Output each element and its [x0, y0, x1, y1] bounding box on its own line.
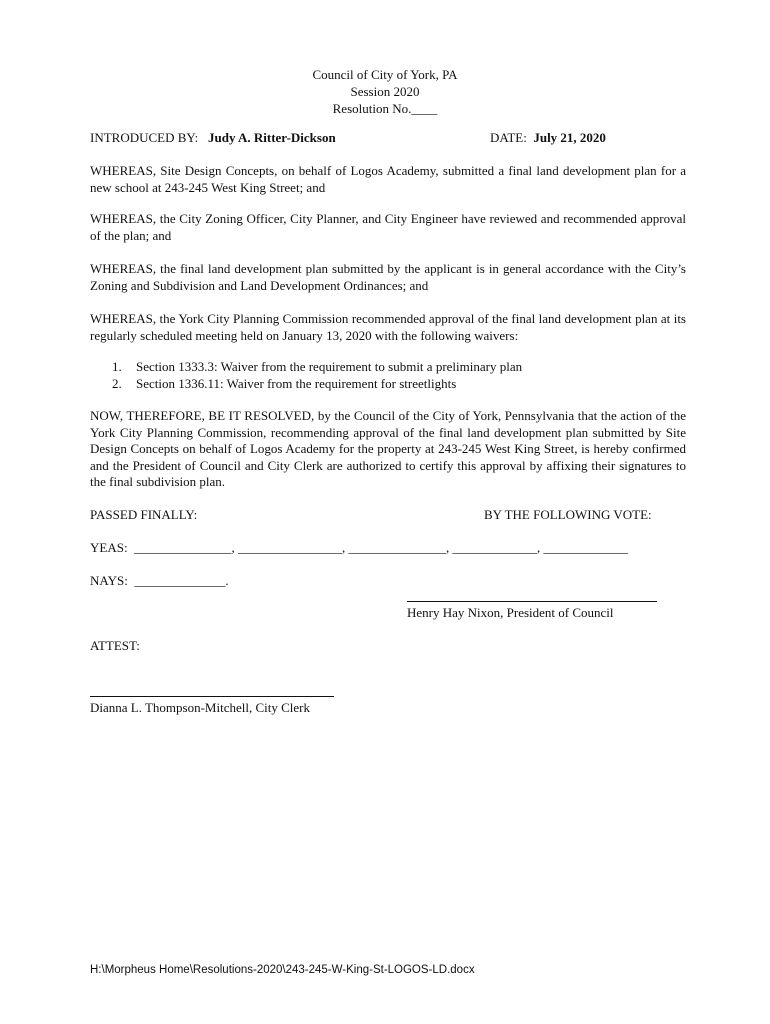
clerk-name: Dianna L. Thompson-Mitchell, City Clerk — [90, 700, 311, 715]
attest-label: ATTEST: — [90, 638, 140, 653]
header-session: Session 2020 — [350, 84, 420, 99]
president-signature-line — [407, 589, 657, 602]
whereas-paragraph-3: WHEREAS, the final land development plan submitted by the applicant is in general accordance with the City’s Zoning and Subdivision and Land Development Ordinances; and — [90, 261, 686, 293]
header-resolution-number: Resolution No.____ — [332, 101, 438, 116]
introduced-by — [90, 130, 336, 147]
date-value: July 21, 2020 — [533, 130, 606, 145]
list-item-number: 2. — [112, 375, 122, 391]
header-council-title: Council of City of York, PA — [312, 67, 458, 82]
date-label: DATE: — [490, 130, 527, 145]
list-item-number: 1. — [112, 359, 122, 374]
waiver-list — [112, 359, 672, 392]
list-item-text: Section 1333.3: Waiver from the requirement to submit a preliminary plan — [136, 359, 523, 374]
whereas-paragraph-4: WHEREAS, the York City Planning Commission recommended approval of the final land development plan at its regularly scheduled meeting held on January 13, 2020 with the following waivers: — [90, 311, 686, 343]
list-item — [112, 376, 672, 393]
passed-finally-label: PASSED FINALLY: — [90, 507, 198, 522]
vote-row — [90, 507, 690, 525]
president-name: Henry Hay Nixon, President of Council — [407, 605, 614, 620]
clerk-signature-line — [90, 686, 334, 697]
list-item-text: Section 1336.11: Waiver from the requirement for streetlights — [136, 375, 457, 391]
clerk-signature-block — [90, 686, 350, 717]
footer-file-path: H:\Morpheus Home\Resolutions-2020\243-245-W-King-St-LOGOS-LD.docx — [90, 964, 475, 976]
following-vote-label: BY THE FOLLOWING VOTE: — [484, 507, 652, 522]
nays-line: NAYS: ______________. — [90, 573, 229, 588]
whereas-paragraph-2: WHEREAS, the City Zoning Officer, City Planner, and City Engineer have reviewed and recommended approval of the plan; and — [90, 211, 686, 243]
resolved-paragraph: NOW, THEREFORE, BE IT RESOLVED, by the Council of the City of York, Pennsylvania that the action of the York City Planning Commission, recommending approval of the final land development plan submitted by Site Design Concepts on behalf of Logos Academy for the property at 243-245 West King Street, is hereby confirmed and the President of Council and City Clerk are authorized to certify this approval by affixing their signatures to the final subdivision plan. — [90, 408, 686, 489]
whereas-paragraph-1: WHEREAS, Site Design Concepts, on behalf of Logos Academy, submitted a final land development plan for a new school at 243-245 West King Street; and — [90, 163, 686, 195]
list-item — [112, 359, 672, 376]
introduced-by-label: INTRODUCED BY: — [90, 130, 199, 145]
introduced-by-row — [90, 130, 690, 148]
date-field — [490, 130, 606, 147]
introducer-name: Judy A. Ritter-Dickson — [207, 130, 336, 145]
document-header — [0, 66, 770, 117]
president-signature-block — [407, 589, 667, 622]
yeas-line: YEAS: _______________, ________________, _______________, _____________, _____________ — [90, 540, 629, 555]
